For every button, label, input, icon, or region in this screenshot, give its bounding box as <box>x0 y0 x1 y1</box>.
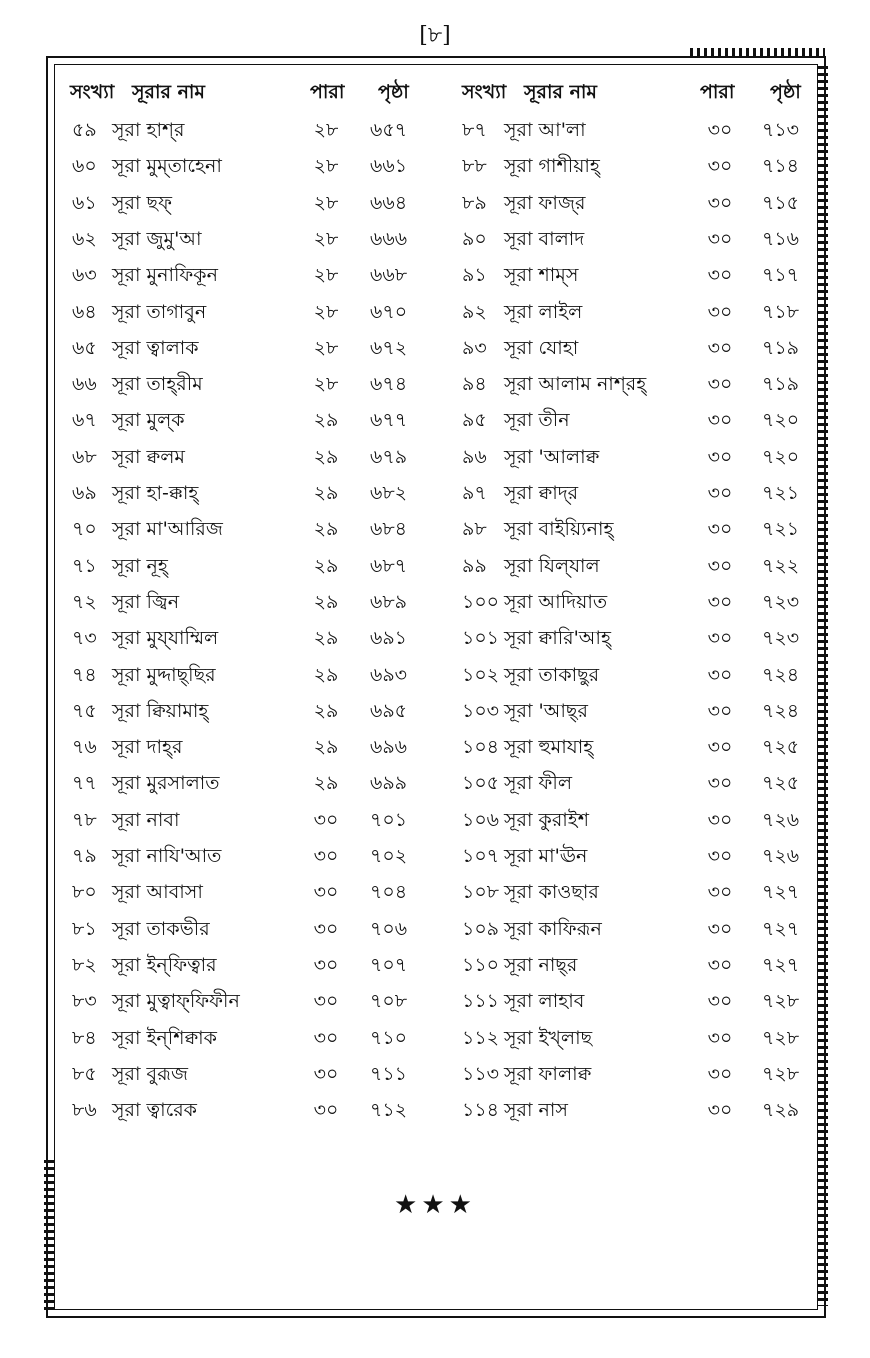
table-row <box>0 878 870 914</box>
page-number-cell: ৭২৮ <box>762 1026 800 1049</box>
surah-name: সূরা মুম্‌তাহেনা <box>112 155 222 178</box>
page-number-cell: ৭০৪ <box>370 881 408 904</box>
header-page: পৃষ্ঠা <box>378 81 409 103</box>
surah-number: ৯১ <box>462 264 487 287</box>
para-number: ২৮ <box>313 155 339 178</box>
para-number: ২৯ <box>313 445 339 468</box>
page-number-cell: ৬৭৯ <box>370 445 408 468</box>
surah-name: সূরা ইখ্‌লাছ <box>504 1026 593 1049</box>
table-row <box>0 588 870 624</box>
page-number-cell: ৭২৫ <box>762 736 800 759</box>
surah-name: সূরা কাওছার <box>504 881 599 904</box>
page-number-cell: ৬৯১ <box>370 627 408 650</box>
page-number-cell: ৭২০ <box>762 409 800 432</box>
para-number: ৩০ <box>707 808 733 831</box>
table-row <box>0 334 870 370</box>
page-number-cell: ৭২০ <box>762 445 800 468</box>
surah-number: ৮৯ <box>462 191 487 214</box>
para-number: ৩০ <box>707 445 733 468</box>
header-name: সূরার নাম <box>524 81 597 103</box>
para-number: ২৯ <box>313 699 339 722</box>
surah-number: ১০৭ <box>462 845 500 867</box>
page-number-cell: ৭২৭ <box>762 881 800 904</box>
surah-number: ৮৫ <box>72 1062 97 1085</box>
page-number-cell: ৭১৫ <box>762 191 800 214</box>
surah-name: সূরা ক্বাদ্‌র <box>504 482 579 504</box>
surah-number: ৭১ <box>72 554 97 577</box>
table-row <box>0 697 870 733</box>
para-number: ৩০ <box>313 808 339 831</box>
surah-name: সূরা তাকভীর <box>112 917 210 940</box>
surah-number: ১০৮ <box>462 881 500 904</box>
surah-name: সূরা দাহ্‌র <box>112 736 183 759</box>
page-number-cell: ৭০২ <box>370 845 408 867</box>
page-number-cell: ৭২৮ <box>762 990 800 1013</box>
surah-name: সূরা তাহ্‌রীম <box>112 373 203 396</box>
surah-name: সূরা হুমাযাহ্‌ <box>504 736 594 759</box>
surah-name: সূরা বাইয়্যিনাহ্‌ <box>504 518 614 541</box>
page-number-cell: ৭১৭ <box>762 264 800 287</box>
para-number: ২৮ <box>313 264 339 287</box>
table-row <box>0 915 870 951</box>
para-number: ২৯ <box>313 736 339 759</box>
left-border-ornament <box>44 1160 54 1310</box>
surah-number: ৮৬ <box>72 1099 97 1122</box>
surah-number: ৬৫ <box>72 336 97 359</box>
surah-number: ৭৪ <box>72 663 97 686</box>
surah-number: ১০৯ <box>462 917 500 940</box>
para-number: ২৯ <box>313 590 339 613</box>
header-para: পারা <box>310 81 345 103</box>
header-num: সংখ্যা <box>462 81 507 103</box>
surah-number: ৯৯ <box>462 554 487 577</box>
surah-name: সূরা আলাম নাশ্‌রহ্‌ <box>504 373 647 396</box>
para-number: ৩০ <box>707 1099 733 1122</box>
para-number: ২৮ <box>313 336 339 359</box>
header-num: সংখ্যা <box>70 81 115 103</box>
page-number-cell: ৭২৭ <box>762 917 800 940</box>
para-number: ৩০ <box>313 881 339 904</box>
page-number-cell: ৭১৬ <box>762 227 800 250</box>
para-number: ২৯ <box>313 518 339 541</box>
surah-number: ৭৭ <box>72 772 97 795</box>
table-row <box>0 443 870 479</box>
para-number: ৩০ <box>707 482 733 504</box>
para-number: ৩০ <box>313 990 339 1013</box>
page-number-cell: ৭২১ <box>762 518 800 541</box>
surah-number: ৭৩ <box>72 627 97 650</box>
surah-name: সূরা ফাজ্‌র <box>504 191 586 214</box>
table-row <box>0 733 870 769</box>
page-number-cell: ৬৫৭ <box>370 119 408 141</box>
para-number: ৩০ <box>707 1026 733 1049</box>
surah-number: ৫৯ <box>72 119 97 141</box>
surah-number: ১১১ <box>462 990 499 1013</box>
page-number-cell: ৬৭০ <box>370 300 408 323</box>
table-row <box>0 769 870 805</box>
surah-number: ৯৫ <box>462 409 487 432</box>
para-number: ৩০ <box>707 191 733 214</box>
para-number: ৩০ <box>707 736 733 759</box>
surah-number: ১০৩ <box>462 699 500 722</box>
surah-number: ১০০ <box>462 590 500 613</box>
para-number: ৩০ <box>707 409 733 432</box>
page-number-cell: ৭২৪ <box>762 699 800 722</box>
page-number-cell: ৬৭২ <box>370 336 408 359</box>
surah-name: সূরা যিল্‌যাল <box>504 554 600 577</box>
para-number: ২৮ <box>313 300 339 323</box>
para-number: ৩০ <box>313 1099 339 1122</box>
page-number-cell: ৬৯৫ <box>370 699 408 722</box>
table-row <box>0 552 870 588</box>
surah-number: ৯৭ <box>462 482 487 504</box>
surah-number: ৯০ <box>462 227 487 250</box>
surah-number: ১১০ <box>462 953 500 976</box>
page-number-cell: ৭০৬ <box>370 917 408 940</box>
para-number: ৩০ <box>313 917 339 940</box>
surah-name: সূরা মুল্‌ক <box>112 409 185 432</box>
surah-name: সূরা কাফিরূন <box>504 917 602 940</box>
surah-number: ৮৪ <box>72 1026 97 1049</box>
para-number: ৩০ <box>707 699 733 722</box>
surah-name: সূরা কুরাইশ <box>504 808 589 831</box>
surah-number: ৯৪ <box>462 373 487 396</box>
page-number-cell: ৬৮৯ <box>370 590 408 613</box>
page-number-cell: ৬৬৮ <box>370 264 408 287</box>
surah-number: ৭৯ <box>72 845 97 867</box>
surah-name: সূরা ছফ্‌ <box>112 191 172 214</box>
table-row <box>0 479 870 515</box>
surah-name: সূরা ফালাক্ব <box>504 1062 592 1085</box>
table-row <box>0 806 870 842</box>
page-number-cell: ৭০১ <box>370 808 408 831</box>
page-number-cell: ৬৯৬ <box>370 736 408 759</box>
surah-number: ৯৩ <box>462 336 487 359</box>
para-number: ৩০ <box>707 590 733 613</box>
surah-number: ১১৩ <box>462 1062 500 1085</box>
surah-name: সূরা নাছ্‌র <box>504 953 578 976</box>
para-number: ২৮ <box>313 191 339 214</box>
para-number: ৩০ <box>313 1026 339 1049</box>
surah-name: সূরা নাযি'আত <box>112 845 222 867</box>
para-number: ৩০ <box>707 373 733 396</box>
para-number: ৩০ <box>707 1062 733 1085</box>
page-number-cell: ৬৯৯ <box>370 772 408 795</box>
surah-name: সূরা মা'ঊন <box>504 845 588 867</box>
surah-number: ১০২ <box>462 663 500 686</box>
table-row <box>0 1096 870 1132</box>
surah-name: সূরা যোহা <box>504 336 579 359</box>
surah-name: সূরা ত্বারেক <box>112 1099 197 1122</box>
surah-number: ৭০ <box>72 518 97 541</box>
surah-number: ৬৭ <box>72 409 97 432</box>
page-number-cell: ৬৬৬ <box>370 227 408 250</box>
surah-number: ১০৫ <box>462 772 500 795</box>
page-number-cell: ৬৭৪ <box>370 373 408 396</box>
surah-name: সূরা নূহ্‌ <box>112 554 168 577</box>
surah-number: ১০৪ <box>462 736 500 759</box>
page-number-cell: ৭২৭ <box>762 953 800 976</box>
surah-name: সূরা তাকাছুর <box>504 663 600 686</box>
surah-name: সূরা আ'লা <box>504 119 586 141</box>
page-number-cell: ৬৬৪ <box>370 191 408 214</box>
para-number: ৩০ <box>313 1062 339 1085</box>
footer-stars: ★★★ <box>394 1190 476 1220</box>
surah-name: সূরা বালাদ <box>504 227 585 250</box>
para-number: ৩০ <box>707 627 733 650</box>
page-number-cell: ৭১১ <box>370 1062 408 1085</box>
page-number-cell: ৭২৫ <box>762 772 800 795</box>
surah-number: ৮৩ <box>72 990 97 1013</box>
page-number-cell: ৭২৪ <box>762 663 800 686</box>
surah-name: সূরা লাহাব <box>504 990 585 1013</box>
surah-number: ৯৬ <box>462 445 487 468</box>
page-number-cell: ৭১৮ <box>762 300 800 323</box>
surah-name: সূরা মুত্বাফ্‌ফিফীন <box>112 990 240 1013</box>
table-row <box>0 1060 870 1096</box>
para-number: ৩০ <box>707 953 733 976</box>
table-row <box>0 189 870 225</box>
table-row <box>0 842 870 878</box>
surah-number: ৬০ <box>72 155 97 178</box>
surah-number: ১০১ <box>462 627 500 650</box>
para-number: ৩০ <box>707 917 733 940</box>
surah-number: ৮২ <box>72 953 97 976</box>
para-number: ৩০ <box>707 554 733 577</box>
surah-number: ৮১ <box>72 917 97 940</box>
surah-number: ৯৮ <box>462 518 487 541</box>
surah-name: সূরা তীন <box>504 409 570 432</box>
surah-name: সূরা ফীল <box>504 772 573 795</box>
surah-number: ৬১ <box>72 191 97 214</box>
surah-name: সূরা হাশ্‌র <box>112 119 185 141</box>
left-table-header <box>0 78 870 108</box>
page-number-cell: ৭১০ <box>370 1026 408 1049</box>
para-number: ৩০ <box>707 155 733 178</box>
page-number-cell: ৭২৩ <box>762 627 800 650</box>
header-name: সূরার নাম <box>132 81 205 103</box>
page-number-cell: ৭২১ <box>762 482 800 504</box>
surah-name: সূরা ক্বারি'আহ্‌ <box>504 627 611 650</box>
page-number-cell: ৭১৯ <box>762 336 800 359</box>
surah-name: সূরা জুমু'আ <box>112 227 202 250</box>
para-number: ২৮ <box>313 227 339 250</box>
surah-name: সূরা জ্বিন <box>112 590 180 613</box>
para-number: ২৯ <box>313 663 339 686</box>
top-border-ornament <box>690 48 825 56</box>
page-number-cell: ৭২৬ <box>762 845 800 867</box>
para-number: ২৯ <box>313 554 339 577</box>
surah-name: সূরা 'আছ্‌র <box>504 699 588 722</box>
table-row <box>0 225 870 261</box>
surah-number: ৭৮ <box>72 808 97 831</box>
surah-number: ১০৬ <box>462 808 500 831</box>
page-number-cell: ৬৬১ <box>370 155 408 178</box>
surah-name: সূরা ইন্‌ফিত্বার <box>112 953 217 976</box>
para-number: ৩০ <box>707 990 733 1013</box>
surah-number: ৯২ <box>462 300 487 323</box>
para-number: ৩০ <box>707 663 733 686</box>
surah-name: সূরা নাবা <box>112 808 180 831</box>
surah-number: ৮৮ <box>462 155 487 178</box>
page-number-cell: ৬৮৭ <box>370 554 408 577</box>
page-number-cell: ৬৮৪ <box>370 518 408 541</box>
para-number: ৩০ <box>707 772 733 795</box>
surah-number: ৮০ <box>72 881 97 904</box>
para-number: ২৯ <box>313 409 339 432</box>
surah-name: সূরা মুরসালাত <box>112 772 220 795</box>
surah-number: ৮৭ <box>462 119 487 141</box>
para-number: ২৯ <box>313 482 339 504</box>
surah-number: ৬৮ <box>72 445 97 468</box>
surah-number: ৬৯ <box>72 482 97 504</box>
para-number: ৩০ <box>707 227 733 250</box>
para-number: ৩০ <box>707 119 733 141</box>
surah-name: সূরা মা'আরিজ <box>112 518 223 541</box>
page-number-cell: ৬৯৩ <box>370 663 408 686</box>
surah-name: সূরা মুয্‌যাম্মিল <box>112 627 219 650</box>
surah-number: ১১৪ <box>462 1099 499 1122</box>
surah-number: ১১২ <box>462 1026 500 1049</box>
page-number-cell: ৭১৪ <box>762 155 800 178</box>
para-number: ২৯ <box>313 627 339 650</box>
surah-name: সূরা আবাসা <box>112 881 203 904</box>
table-row <box>0 515 870 551</box>
surah-number: ৬৬ <box>72 373 97 396</box>
para-number: ৩০ <box>313 845 339 867</box>
page-number-cell: ৭২৮ <box>762 1062 800 1085</box>
surah-name: সূরা শাম্‌স <box>504 264 579 287</box>
surah-number: ৬৪ <box>72 300 97 323</box>
page-number-cell: ৭১৩ <box>762 119 800 141</box>
page-number-cell: ৭১২ <box>370 1099 408 1122</box>
surah-number: ৭৬ <box>72 736 97 759</box>
surah-name: সূরা নাস <box>504 1099 568 1122</box>
surah-name: সূরা ক্বিয়ামাহ্‌ <box>112 699 209 722</box>
page-number-cell: ৭২২ <box>762 554 800 577</box>
surah-name: সূরা মুদ্দাছ্‌ছির <box>112 663 216 686</box>
table-row <box>0 951 870 987</box>
page-number-cell: ৭২৩ <box>762 590 800 613</box>
surah-name: সূরা গাশীয়াহ্‌ <box>504 155 600 178</box>
para-number: ৩০ <box>707 845 733 867</box>
para-number: ৩০ <box>707 264 733 287</box>
para-number: ৩০ <box>707 336 733 359</box>
para-number: ২৮ <box>313 119 339 141</box>
para-number: ২৮ <box>313 373 339 396</box>
page-number-cell: ৭০৮ <box>370 990 408 1013</box>
surah-name: সূরা লাইল <box>504 300 583 323</box>
table-row <box>0 116 870 152</box>
surah-number: ৬২ <box>72 227 97 250</box>
table-row <box>0 624 870 660</box>
para-number: ৩০ <box>313 953 339 976</box>
table-row <box>0 261 870 297</box>
surah-name: সূরা 'আলাক্ব <box>504 445 600 468</box>
table-row <box>0 370 870 406</box>
page-number-cell: ৭২৯ <box>762 1099 800 1122</box>
para-number: ৩০ <box>707 300 733 323</box>
surah-name: সূরা হা-ক্কাহ্‌ <box>112 482 199 504</box>
table-row <box>0 152 870 188</box>
surah-number: ৬৩ <box>72 264 97 287</box>
surah-name: সূরা বুরূজ <box>112 1062 188 1085</box>
table-row <box>0 406 870 442</box>
surah-name: সূরা ক্বলম <box>112 445 185 468</box>
surah-name: সূরা ত্বালাক <box>112 336 199 359</box>
table-row <box>0 298 870 334</box>
page-number-cell: ৬৭৭ <box>370 409 408 432</box>
para-number: ৩০ <box>707 518 733 541</box>
table-row <box>0 661 870 697</box>
table-row <box>0 987 870 1023</box>
surah-number: ৭২ <box>72 590 97 613</box>
page-number-cell: ৭১৯ <box>762 373 800 396</box>
page-number-cell: ৬৮২ <box>370 482 408 504</box>
surah-name: সূরা মুনাফিকূন <box>112 264 218 287</box>
surah-number: ৭৫ <box>72 699 97 722</box>
header-para: পারা <box>700 81 735 103</box>
table-row <box>0 1024 870 1060</box>
header-page: পৃষ্ঠা <box>770 81 801 103</box>
surah-name: সূরা আদিয়াত <box>504 590 608 613</box>
surah-name: সূরা ইন্‌শিক্বাক <box>112 1026 217 1049</box>
para-number: ২৯ <box>313 772 339 795</box>
page-number-cell: ৭২৬ <box>762 808 800 831</box>
surah-name: সূরা তাগাবুন <box>112 300 207 323</box>
para-number: ৩০ <box>707 881 733 904</box>
page-number: [৮] <box>419 23 451 48</box>
page-number-cell: ৭০৭ <box>370 953 408 976</box>
